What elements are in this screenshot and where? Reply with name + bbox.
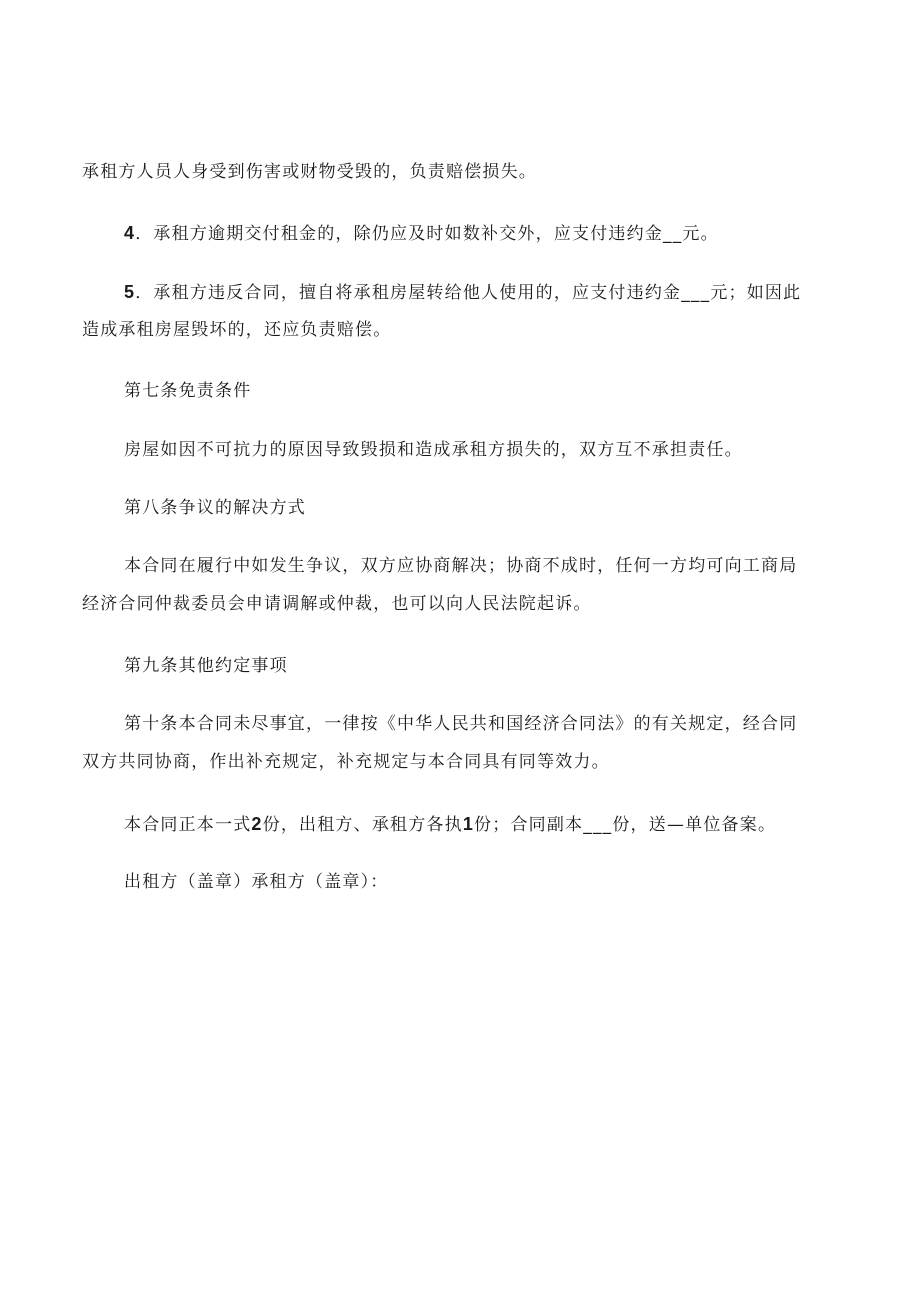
- paragraph-line: 5．承租方违反合同，擅自将承租房屋转给他人使用的，应支付违约金___元；如因此: [124, 282, 802, 303]
- paragraph-liability-damage: [82, 156, 822, 188]
- paragraph-copies: [124, 808, 864, 840]
- copy-count-original: 2: [251, 814, 263, 834]
- paragraph-dispute-resolution: [82, 550, 822, 620]
- paragraph-line: 4．承租方逾期交付租金的，除仍应及时如数补交外，应支付违约金__元。: [124, 223, 719, 244]
- paragraph-line: 经济合同仲裁委员会申请调解或仲裁，也可以向人民法院起诉。: [82, 594, 592, 614]
- paragraph-line: 双方共同协商，作出补充规定，补充规定与本合同具有同等效力。: [82, 752, 610, 772]
- paragraph-line: 本合同在履行中如发生争议，双方应协商解决；协商不成时，任何一方均可向工商局: [124, 556, 798, 576]
- heading-article-7: 第七条免责条件: [124, 381, 252, 401]
- paragraph-article-10: [82, 708, 822, 778]
- paragraph-force-majeure: 房屋如因不可抗力的原因导致毁损和造成承租方损失的，双方互不承担责任。: [124, 440, 743, 460]
- paragraph-line: 承租方人员人身受到伤害或财物受毁的，负责赔偿损失。: [82, 162, 537, 182]
- paragraph-line: 造成承租房屋毁坏的，还应负责赔偿。: [82, 320, 392, 340]
- clause-late-rent-penalty: [124, 217, 864, 249]
- heading-article-9: 第九条其他约定事项: [124, 656, 288, 676]
- clause-number: 5: [124, 282, 136, 302]
- copy-count-each: 1: [462, 814, 475, 834]
- paragraph-line: 第十条本合同未尽事宜，一律按《中华人民共和国经济合同法》的有关规定，经合同: [124, 714, 798, 734]
- heading-article-8: 第八条争议的解决方式: [124, 498, 306, 518]
- signature-line: 出租方（盖章）承租方（盖章）：: [124, 872, 389, 892]
- paragraph-line: 本合同正本一式2份，出租方、承租方各执1份；合同副本___份，送—单位备案。: [124, 814, 777, 835]
- clause-number: 4: [124, 223, 136, 243]
- clause-sublet-penalty: [82, 276, 822, 346]
